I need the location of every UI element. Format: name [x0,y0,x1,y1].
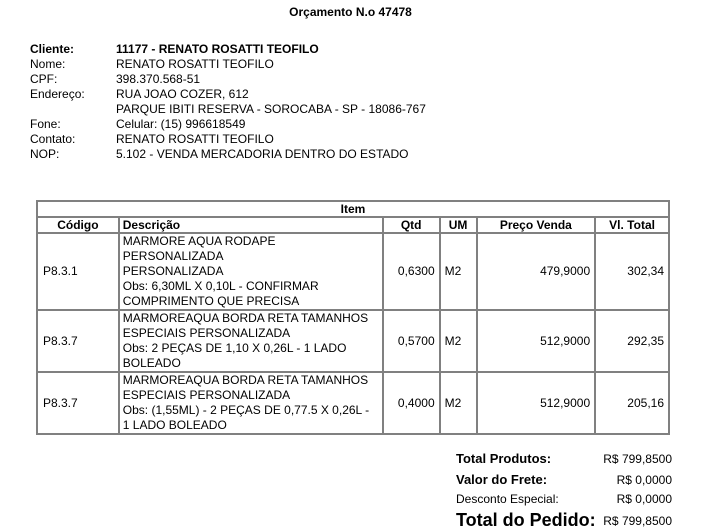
desc-line: ESPECIAIS PERSONALIZADA [122,388,291,402]
nop-value: 5.102 - VENDA MERCADORIA DENTRO DO ESTADO [116,147,409,161]
nop-label: NOP: [30,147,60,161]
item-code: P8.3.7 [37,372,119,434]
valor-frete-value: R$ 0,0000 [616,473,672,487]
contato-value: RENATO ROSATTI TEOFILO [116,132,274,146]
items-header-row [37,217,669,233]
header-descricao: Descrição [119,217,383,233]
total-produtos-row [456,448,672,466]
item-total: 292,35 [595,310,669,372]
desc-line: PERSONALIZADA [122,264,224,278]
items-caption: Item [37,201,669,217]
desc-line: MARMORE AQUA RODAPE PERSONALIZADA [122,234,276,263]
client-row-contato [30,132,426,147]
item-description [119,233,383,310]
item-um: M2 [440,372,477,434]
item-preco: 512,9000 [477,372,596,434]
items-table [36,200,670,435]
desc-line: MARMOREAQUA BORDA RETA TAMANHOS [122,373,369,387]
item-qtd: 0,6300 [383,233,440,310]
table-row [37,310,669,372]
total-produtos-label: Total Produtos: [456,451,552,466]
cpf-value: 398.370.568-51 [116,72,201,86]
item-total: 205,16 [595,372,669,434]
nome-value: RENATO ROSATTI TEOFILO [116,57,274,71]
desc-line: COMPRIMENTO QUE PRECISA [122,294,300,308]
desconto-especial-value: R$ 0,0000 [616,492,672,506]
item-um: M2 [440,310,477,372]
endereco-2-value: PARQUE IBITI RESERVA - SOROCABA - SP - 18086-767 [116,102,426,116]
desc-line: Obs: 2 PEÇAS DE 1,10 X 0,26L - 1 LADO [122,341,347,355]
desc-line: Obs: 6,30ML X 0,10L - CONFIRMAR [122,279,319,293]
client-row-endereco [30,87,426,102]
client-row-nop [30,147,426,162]
item-um: M2 [440,233,477,310]
total-produtos-value: R$ 799,8500 [603,452,672,466]
items-caption-row [37,201,669,217]
table-row [37,233,669,310]
item-preco: 479,9000 [477,233,596,310]
client-row-nome [30,57,426,72]
desc-line: BOLEADO [122,356,181,370]
fone-label: Fone: [30,117,61,131]
header-um: UM [440,217,477,233]
total-pedido-value: R$ 799,8500 [603,514,672,528]
client-row-endereco-2 [30,102,426,117]
desc-line: ESPECIAIS PERSONALIZADA [122,326,291,340]
client-row-fone [30,117,426,132]
item-code: P8.3.7 [37,310,119,372]
total-pedido-row [456,509,672,531]
total-pedido-label: Total do Pedido: [456,510,596,530]
item-total: 302,34 [595,233,669,310]
endereco-label: Endereço: [30,87,85,101]
item-code: P8.3.1 [37,233,119,310]
client-label: Cliente: [30,42,75,56]
desc-line: MARMOREAQUA BORDA RETA TAMANHOS [122,311,369,325]
client-value: 11177 - RENATO ROSATTI TEOFILO [116,42,319,56]
item-description [119,372,383,434]
valor-frete-row [456,469,672,487]
item-qtd: 0,4000 [383,372,440,434]
item-preco: 512,9000 [477,310,596,372]
fone-value: Celular: (15) 996618549 [116,117,246,131]
desc-line: Obs: (1,55ML) - 2 PEÇAS DE 0,77.5 X 0,26L - [122,403,370,417]
client-row-cliente [30,42,426,57]
document-title: Orçamento N.o 47478 [289,5,412,19]
endereco-2-label [30,102,116,117]
nome-label: Nome: [30,57,66,71]
header-preco-venda: Preço Venda [477,217,596,233]
client-row-cpf [30,72,426,87]
client-info [30,42,426,162]
header-vl-total: Vl. Total [595,217,669,233]
item-qtd: 0,5700 [383,310,440,372]
desconto-especial-row [456,488,672,506]
endereco-value: RUA JOAO COZER, 612 [116,87,249,101]
contato-label: Contato: [30,132,76,146]
header-codigo: Código [37,217,119,233]
desconto-especial-label: Desconto Especial: [456,492,559,506]
desc-line: 1 LADO BOLEADO [122,418,227,432]
cpf-label: CPF: [30,72,58,86]
table-row [37,372,669,434]
header-qtd: Qtd [383,217,440,233]
valor-frete-label: Valor do Frete: [456,472,548,487]
item-description [119,310,383,372]
